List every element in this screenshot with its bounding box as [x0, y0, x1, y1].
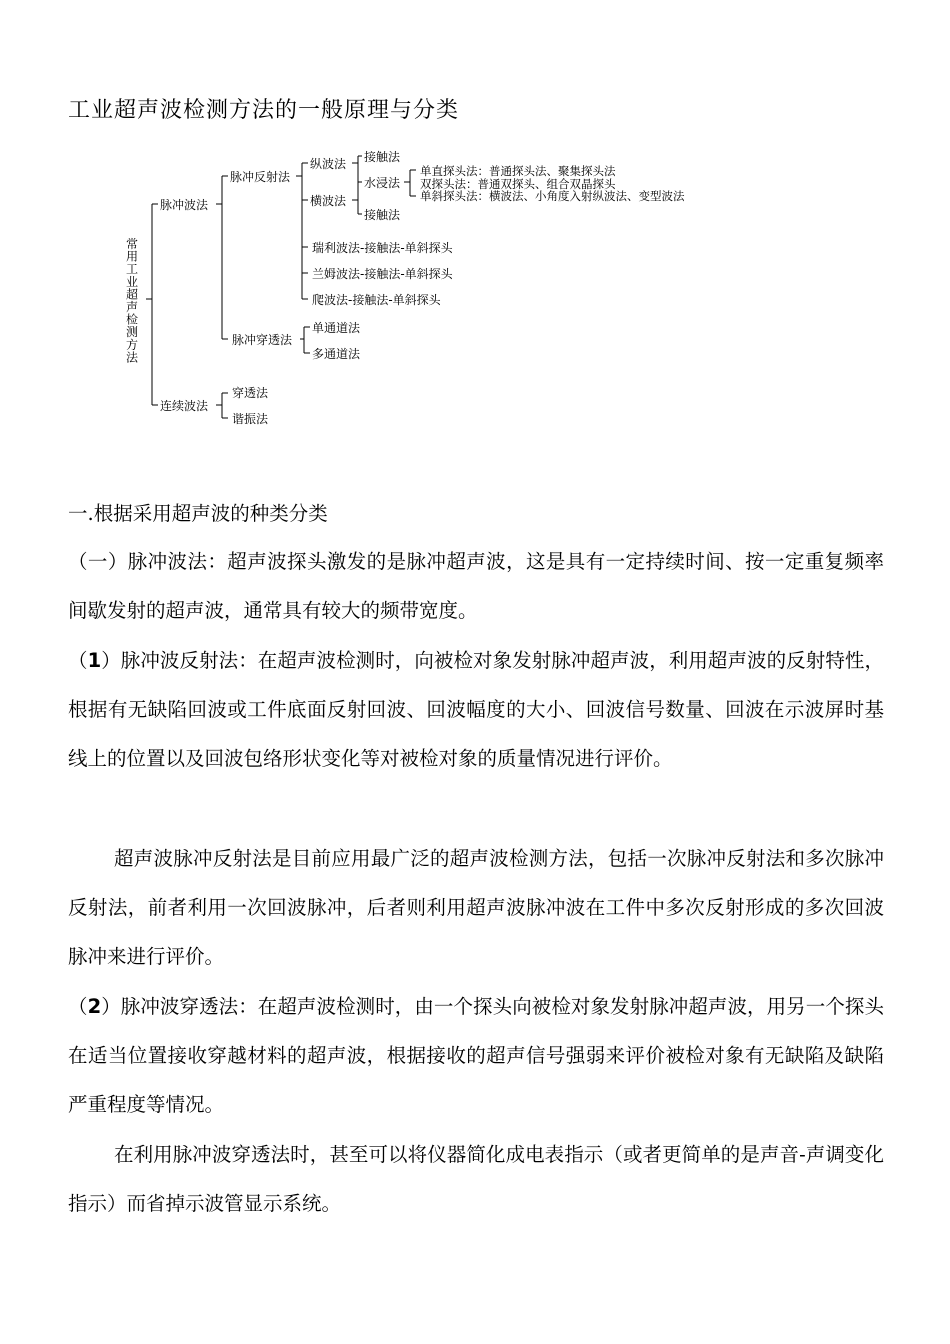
single-channel-label: 单通道法: [312, 321, 361, 335]
root-label-glyph: 工: [126, 262, 139, 277]
paragraph-pulse-wave: （一）脉冲波法：超声波探头激发的是脉冲超声波，这是具有一定持续时间、按一定重复频率间歇发射的超声波，通常具有较大的频带宽度。: [68, 550, 884, 622]
resonance-method-label: 谐振法: [232, 412, 269, 426]
pulse-through-label: 脉冲穿透法: [232, 333, 293, 347]
paragraph-through-detail: 在利用脉冲波穿透法时，甚至可以将仪器简化成电表指示（或者更简单的是声音-声调变化指示）而省掉示波管显示系统。: [68, 1143, 884, 1215]
single-angle-probe-label: 单斜探头法：横波法、小角度入射纵波法、变型波法: [420, 189, 685, 203]
diagram-root-label: [126, 236, 139, 364]
creep-wave-label: 爬波法-接触法-单斜探头: [312, 293, 441, 307]
root-label-glyph: 检: [126, 312, 139, 327]
single-straight-probe-label: 单直探头法：普通探头法、聚集探头法: [420, 164, 616, 178]
root-label-glyph: 用: [126, 249, 139, 264]
longitudinal-bracket: [352, 156, 362, 182]
pulse-reflection-label: 脉冲反射法: [230, 170, 291, 184]
root-label-glyph: 声: [126, 300, 139, 314]
root-label-glyph: 业: [126, 274, 139, 289]
root-bracket: [146, 204, 158, 405]
dual-probe-label: 双探头法：普通双探头、组合双晶探头: [420, 177, 616, 191]
longitudinal-wave-label: 纵波法: [310, 157, 347, 171]
through-bracket: [300, 327, 310, 353]
contact-method-label-1: 接触法: [364, 150, 401, 164]
through-method-label: 穿透法: [232, 386, 269, 400]
pulse-method-label: 脉冲波法: [160, 198, 209, 212]
transverse-wave-label: 横波法: [310, 194, 347, 208]
contact-method-label-2: 接触法: [364, 208, 401, 222]
transverse-bracket: [352, 182, 362, 214]
multi-channel-label: 多通道法: [312, 347, 361, 361]
immersion-method-label: 水浸法: [364, 176, 401, 190]
root-label-glyph: 法: [126, 350, 139, 365]
page-title: 工业超声波检测方法的一般原理与分类: [68, 98, 460, 123]
rayleigh-wave-label: 瑞利波法-接触法-单斜探头: [312, 241, 453, 255]
immersion-bracket: [404, 170, 416, 196]
paragraph-pulse-through: （2）脉冲波穿透法：在超声波检测时，由一个探头向被检对象发射脉冲超声波，用另一个探头在适当位置接收穿越材料的超声波，根据接收的超声信号强弱来评价被检对象有无缺陷及缺陷严重程度等情况。: [68, 995, 884, 1116]
continuous-bracket: [216, 393, 228, 418]
reflection-bracket: [296, 163, 308, 299]
paragraph-pulse-reflection: （1）脉冲波反射法：在超声波检测时，向被检对象发射脉冲超声波，利用超声波的反射特性，根据有无缺陷回波或工件底面反射回波、回波幅度的大小、回波信号数量、回波在示波屏时基线上的位置以及回波包络形状变化等对被检对象的质量情况进行评价。: [68, 649, 884, 770]
pulse-bracket: [216, 176, 228, 339]
paragraph-reflection-detail: 超声波脉冲反射法是目前应用最广泛的超声波检测方法，包括一次脉冲反射法和多次脉冲反射法，前者利用一次回波脉冲，后者则利用超声波脉冲波在工件中多次反射形成的多次回波脉冲来进行评价。: [68, 847, 884, 968]
continuous-method-label: 连续波法: [160, 399, 209, 413]
lamb-wave-label: 兰姆波法-接触法-单斜探头: [312, 267, 453, 281]
root-label-glyph: 超: [126, 287, 139, 302]
pulse-reflection-text: 脉冲波反射法：在超声波检测时，向被检对象发射脉冲超声波，利用超声波的反射特性，根据有无缺陷回波或工件底面反射回波、回波幅度的大小、回波信号数量、回波在示波屏时基线上的位置以及回波包络形状变化等对被检对象的质量情况进行评价。: [68, 649, 884, 770]
item-number-2: 2: [87, 995, 102, 1018]
item-number-1: 1: [87, 649, 102, 672]
pulse-through-text: 脉冲波穿透法：在超声波检测时，由一个探头向被检对象发射脉冲超声波，用另一个探头在适当位置接收穿越材料的超声波，根据接收的超声信号强弱来评价被检对象有无缺陷及缺陷严重程度等情况。: [68, 995, 884, 1116]
section-heading-1: 一.根据采用超声波的种类分类: [68, 502, 328, 525]
root-label-glyph: 常: [126, 237, 139, 251]
root-label-glyph: 方: [126, 337, 139, 352]
classification-tree-diagram: [0, 0, 950, 440]
root-label-glyph: 测: [126, 325, 139, 340]
